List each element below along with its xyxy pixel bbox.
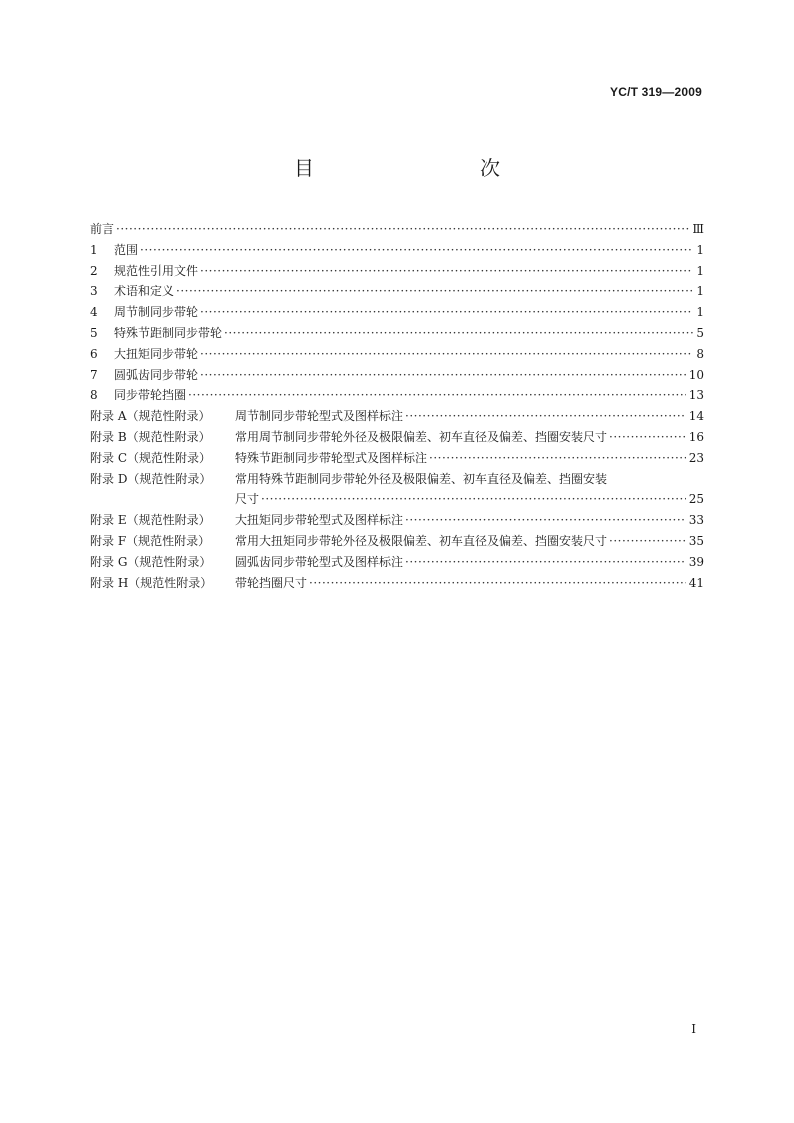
toc-entry-7[interactable]: [90, 365, 704, 386]
toc-entry-8[interactable]: [90, 385, 704, 406]
toc-entry-page: 8: [696, 346, 704, 361]
toc-entry-label: 大扭矩同步带轮: [114, 346, 199, 361]
dot-leader: [261, 489, 686, 510]
toc-entry-6[interactable]: [90, 344, 704, 365]
toc-entry-label: 常用大扭矩同步带轮外径及极限偏差、初车直径及偏差、挡圈安装尺寸: [235, 533, 608, 548]
appendix-prefix: 附录 E（规范性附录）: [90, 513, 211, 528]
toc-entry-3[interactable]: [90, 281, 704, 302]
toc-entry-label: 范围: [114, 242, 139, 257]
dot-leader: [609, 531, 686, 552]
toc-entry-page: 14: [688, 409, 704, 424]
toc-appendix-a[interactable]: [90, 406, 704, 427]
toc-entry-label: 术语和定义: [114, 284, 175, 299]
dot-leader: [609, 427, 686, 448]
toc-entry-label: 周节制同步带轮型式及图样标注: [235, 409, 404, 424]
toc-entry-number: 7: [90, 367, 98, 382]
toc-entry-page: 33: [688, 513, 704, 528]
dot-leader: [188, 385, 686, 406]
dot-leader: [200, 365, 686, 386]
toc-entry-number: 6: [90, 346, 98, 361]
toc-entry-label: 常用周节制同步带轮外径及极限偏差、初车直径及偏差、挡圈安装尺寸: [235, 429, 608, 444]
toc-entry-label: 特殊节距制同步带轮型式及图样标注: [235, 450, 428, 465]
toc-entry-label: 尺寸: [235, 492, 260, 507]
toc-entry-2[interactable]: [90, 261, 704, 282]
toc-entry-label: 常用特殊节距制同步带轮外径及极限偏差、初车直径及偏差、挡圈安装: [235, 471, 608, 486]
page-number: I: [691, 1022, 696, 1036]
toc-entry-page: 1: [696, 305, 704, 320]
appendix-prefix: 附录 D（规范性附录）: [90, 471, 212, 486]
toc-appendix-e[interactable]: [90, 510, 704, 531]
toc-entry-page: 1: [696, 263, 704, 278]
toc-entry-number: 4: [90, 305, 98, 320]
dot-leader: [405, 510, 686, 531]
toc-entry-page: 25: [688, 492, 704, 507]
appendix-prefix: 附录 H（规范性附录）: [90, 575, 213, 590]
toc-entry-page: 5: [696, 325, 704, 340]
dot-leader: [405, 552, 686, 573]
dot-leader: [405, 406, 686, 427]
dot-leader: [200, 302, 693, 323]
toc-entry-page: 1: [696, 242, 704, 257]
page-title: 目 次: [294, 156, 542, 180]
toc-entry-4[interactable]: [90, 302, 704, 323]
toc-entry-label: 规范性引用文件: [114, 263, 199, 278]
toc-entry-page: 10: [688, 367, 704, 382]
toc-entry-number: 2: [90, 263, 98, 278]
dot-leader: [116, 219, 689, 240]
toc-appendix-g[interactable]: [90, 552, 704, 573]
appendix-prefix: 附录 G（规范性附录）: [90, 554, 212, 569]
toc-entry-number: 5: [90, 325, 98, 340]
toc-appendix-f[interactable]: [90, 531, 704, 552]
toc-appendix-c[interactable]: [90, 448, 704, 469]
dot-leader: [309, 573, 686, 594]
toc-appendix-d[interactable]: [90, 469, 704, 490]
toc-entry-label: 大扭矩同步带轮型式及图样标注: [235, 513, 404, 528]
dot-leader: [200, 344, 693, 365]
dot-leader: [176, 281, 693, 302]
toc-entry-number: 8: [90, 388, 98, 403]
toc-entry-label: 周节制同步带轮: [114, 305, 199, 320]
appendix-prefix: 附录 B（规范性附录）: [90, 429, 211, 444]
dot-leader: [224, 323, 693, 344]
dot-leader: [429, 448, 686, 469]
toc-entry-page: Ⅲ: [692, 222, 704, 236]
toc-entry-label: 同步带轮挡圈: [114, 388, 187, 403]
document-code: YC/T 319—2009: [610, 85, 702, 99]
toc-entry-label: 带轮挡圈尺寸: [235, 575, 308, 590]
appendix-prefix: 附录 A（规范性附录）: [90, 409, 211, 424]
dot-leader: [200, 261, 693, 282]
toc-appendix-h[interactable]: [90, 573, 704, 594]
toc-entry-label: 前言: [90, 222, 115, 236]
toc-entry-label: 圆弧齿同步带轮型式及图样标注: [235, 554, 404, 569]
toc-entry-page: 13: [688, 388, 704, 403]
toc-entry-label: 圆弧齿同步带轮: [114, 367, 199, 382]
toc-entry-foreword[interactable]: [90, 219, 704, 240]
toc-entry-label: 特殊节距制同步带轮: [114, 325, 223, 340]
toc-entry-page: 1: [696, 284, 704, 299]
toc-entry-page: 35: [688, 533, 704, 548]
table-of-contents: [90, 219, 704, 593]
toc-entry-5[interactable]: [90, 323, 704, 344]
toc-entry-page: 41: [688, 575, 704, 590]
toc-appendix-d-continuation[interactable]: [90, 489, 704, 510]
toc-entry-page: 23: [688, 450, 704, 465]
toc-appendix-b[interactable]: [90, 427, 704, 448]
toc-entry-number: 3: [90, 284, 98, 299]
toc-entry-number: 1: [90, 242, 98, 257]
appendix-prefix: 附录 F（规范性附录）: [90, 533, 211, 548]
toc-entry-page: 16: [688, 429, 704, 444]
toc-entry-page: 39: [688, 554, 704, 569]
toc-entry-1[interactable]: [90, 240, 704, 261]
dot-leader: [140, 240, 693, 261]
appendix-prefix: 附录 C（规范性附录）: [90, 450, 211, 465]
